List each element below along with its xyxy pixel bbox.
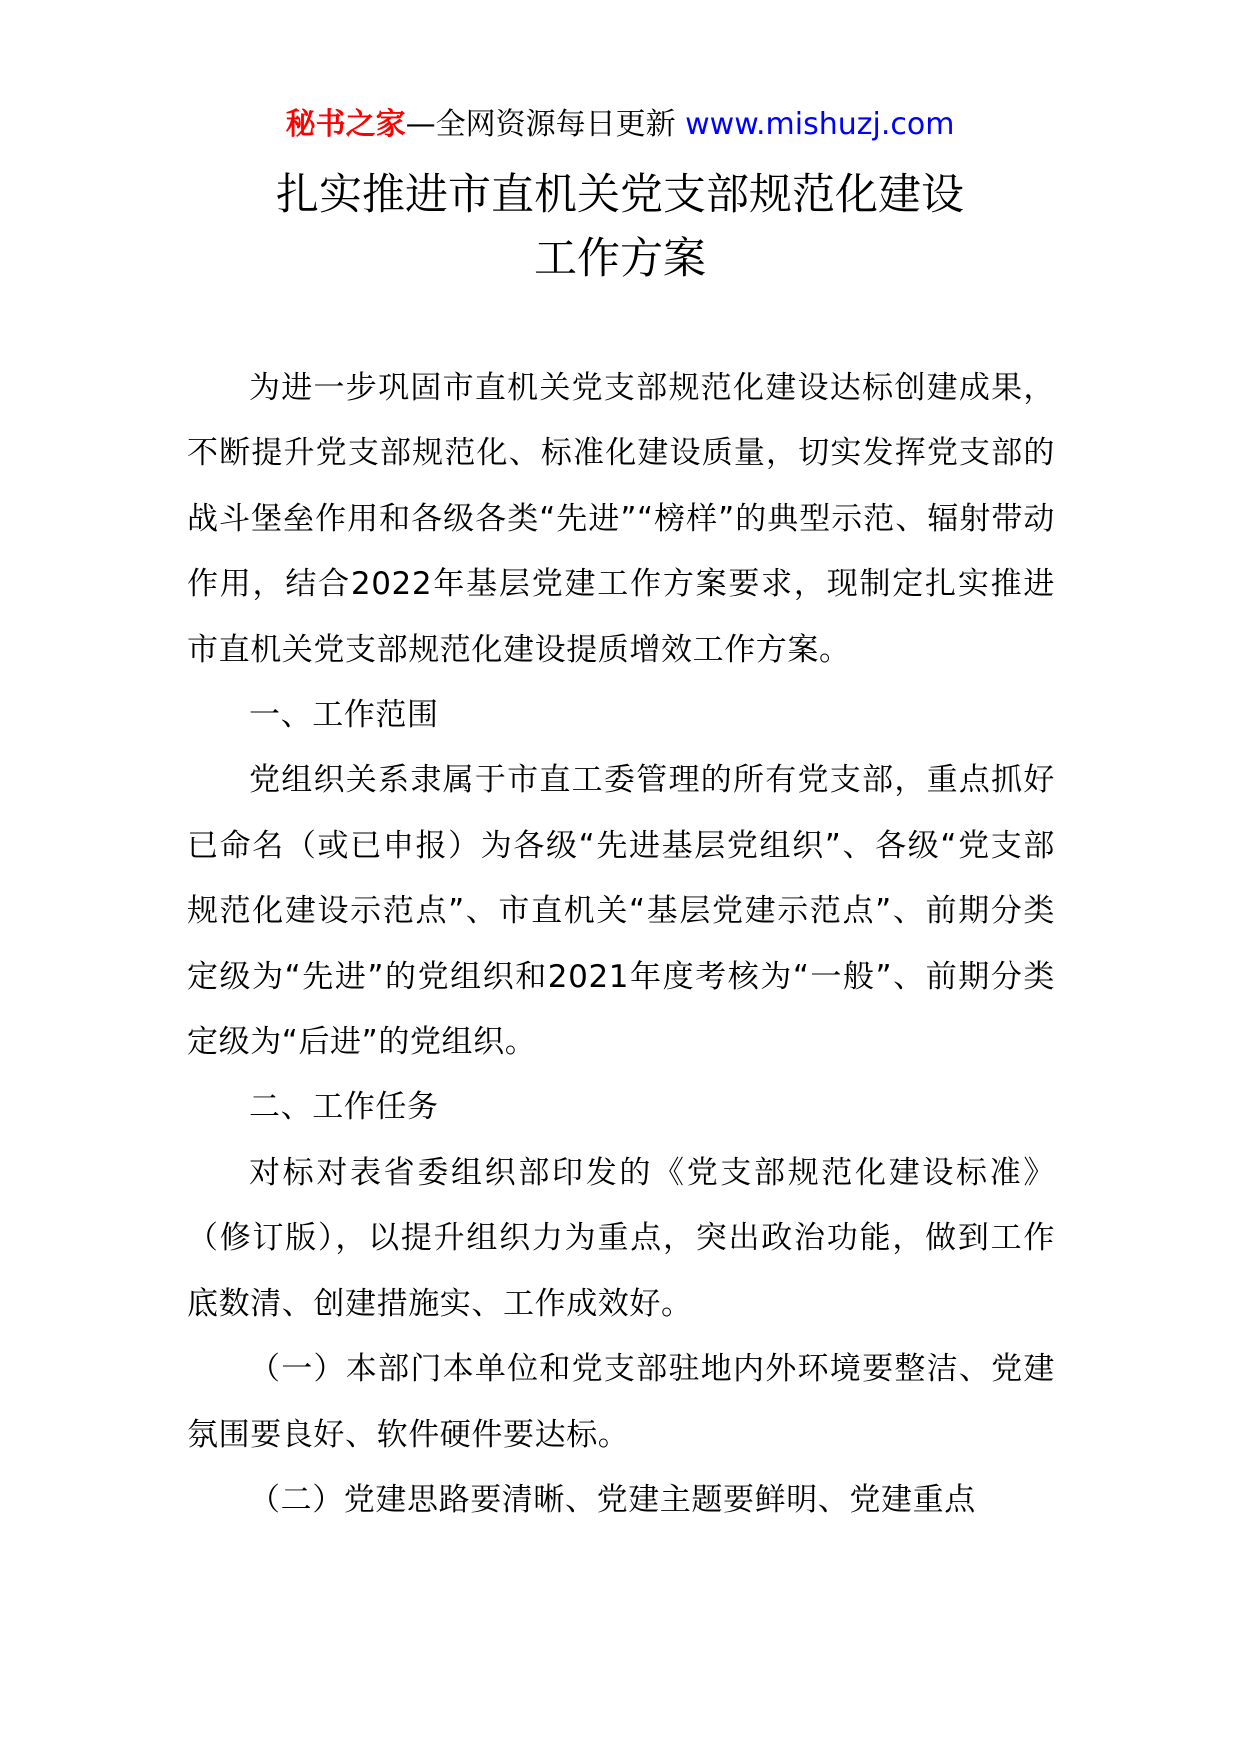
banner-tagline: —全网资源每日更新	[405, 107, 686, 142]
document-title	[0, 163, 1240, 291]
banner-site-url[interactable]: www.mishuzj.com	[685, 107, 955, 142]
section-heading-scope: 一、工作范围	[249, 697, 439, 734]
section-heading-tasks: 二、工作任务	[249, 1089, 439, 1126]
task-item-2: （二）党建思路要清晰、党建主题要鲜明、党建重点	[249, 1481, 976, 1518]
intro-paragraph: 为进一步巩固市直机关党支部规范化建设达标创建成果，不断提升党支部规范化、标准化建设质量，切实发挥党支部的战斗堡垒作用和各级各类“先进”“榜样”的典型示范、辐射带动作用，结合2022年基层党建工作方案要求，现制定扎实推进市直机关党支部规范化建设提质增效工作方案。	[187, 370, 1055, 668]
scope-paragraph: 党组织关系隶属于市直工委管理的所有党支部，重点抓好已命名（或已申报）为各级“先进基层党组织”、各级“党支部规范化建设示范点”、市直机关“基层党建示范点”、前期分类定级为“先进”的党组织和2021年度考核为“一般”、前期分类定级为“后进”的党组织。	[187, 762, 1055, 1061]
site-banner	[0, 100, 1240, 150]
title-line-1: 扎实推进市直机关党支部规范化建设	[276, 170, 964, 220]
tasks-paragraph: 对标对表省委组织部印发的《党支部规范化建设标准》（修订版），以提升组织力为重点，突出政治功能，做到工作底数清、创建措施实、工作成效好。	[187, 1154, 1055, 1322]
banner-brand: 秘书之家	[285, 107, 406, 142]
title-line-2: 工作方案	[534, 234, 706, 284]
document-body	[187, 356, 1055, 1533]
task-item-1: （一）本部门本单位和党支部驻地内外环境要整洁、党建氛围要良好、软件硬件要达标。	[187, 1351, 1055, 1453]
